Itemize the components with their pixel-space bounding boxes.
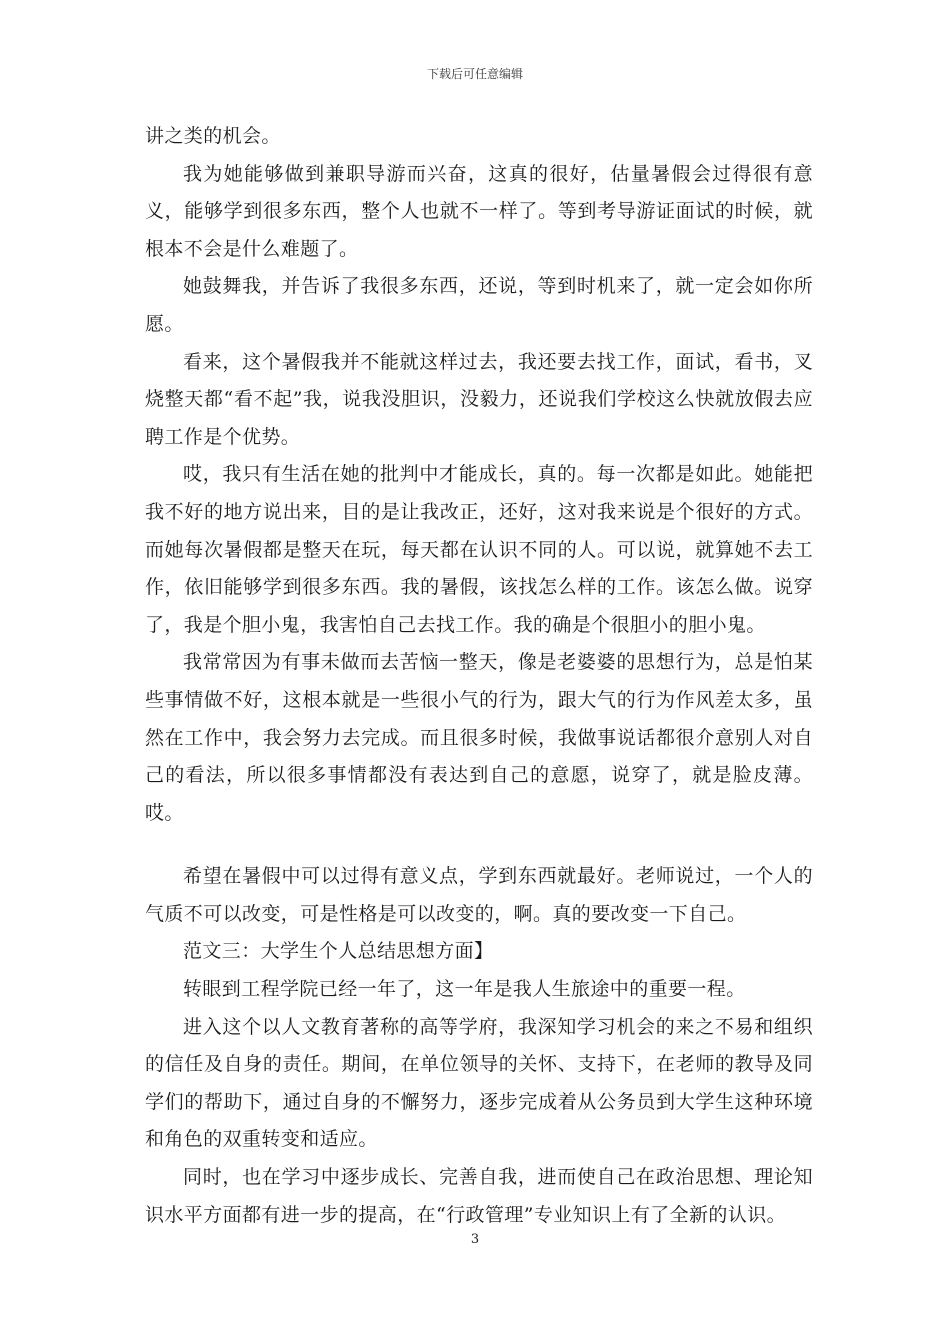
paragraph-10: 同时，也在学习中逐步成长、完善自我，进而使自己在政治思想、理论知识水平方面都有进一步的提高，在“行政管理”专业知识上有了全新的认识。 bbox=[145, 1166, 813, 1226]
paragraph-1: 讲之类的机会。 bbox=[145, 125, 281, 147]
paragraph-5: 哎，我只有生活在她的批判中才能成长，真的。每一次都是如此。她能把我不好的地方说出来，目的是让我改正，还好，这对我来说是个很好的方式。而她每次暑假都是整天在玩，每天都在认识不同的人。可以说，就算她不去工作，依旧能够学到很多东西。我的暑假，该找怎么样的工作。该怎么做。说穿了，我是个胆小鬼，我害怕自己去找工作。我的确是个很胆小的胆小鬼。 bbox=[145, 463, 813, 636]
header-text: 下载后可任意编辑 bbox=[426, 67, 523, 81]
section-heading: 范文三：大学生个人总结思想方面】 bbox=[183, 940, 494, 963]
page-footer bbox=[0, 1232, 950, 1248]
paragraph-2: 我为她能够做到兼职导游而兴奋，这真的很好，估量暑假会过得很有意义，能够学到很多东西，整个人也就不一样了。等到考导游证面试的时候，就根本不会是什么难题了。 bbox=[145, 162, 813, 260]
paragraph-7: 希望在暑假中可以过得有意义点，学到东西就最好。老师说过，一个人的气质不可以改变，可是性格是可以改变的，啊。真的要改变一下自己。 bbox=[145, 865, 813, 925]
paragraph-9: 进入这个以人文教育著称的高等学府，我深知学习机会的来之不易和组织的信任及自身的责任。期间，在单位领导的关怀、支持下，在老师的教导及同学们的帮助下，通过自身的不懈努力，逐步完成着从公务员到大学生这种环境和角色的双重转变和适应。 bbox=[145, 1015, 813, 1151]
page-header bbox=[0, 66, 950, 82]
page-number: 3 bbox=[470, 1232, 480, 1247]
paragraph-3: 她鼓舞我，并告诉了我很多东西，还说，等到时机来了，就一定会如你所愿。 bbox=[145, 275, 813, 335]
paragraph-8: 转眼到工程学院已经一年了，这一年是我人生旅途中的重要一程。 bbox=[183, 978, 746, 1001]
paragraph-6: 我常常因为有事未做而去苦恼一整天，像是老婆婆的思想行为，总是怕某些事情做不好，这根本就是一些很小气的行为，跟大气的行为作风差太多，虽然在工作中，我会努力去完成。而且很多时候，我做事说话都很介意别人对自己的看法，所以很多事情都没有表达到自己的意愿，说穿了，就是脸皮薄。哎。 bbox=[145, 651, 813, 824]
document-body bbox=[145, 118, 813, 1234]
paragraph-4: 看来，这个暑假我并不能就这样过去，我还要去找工作，面试，看书，叉烧整天都“看不起”我，说我没胆识，没毅力，还说我们学校这么快就放假去应聘工作是个优势。 bbox=[145, 350, 813, 448]
